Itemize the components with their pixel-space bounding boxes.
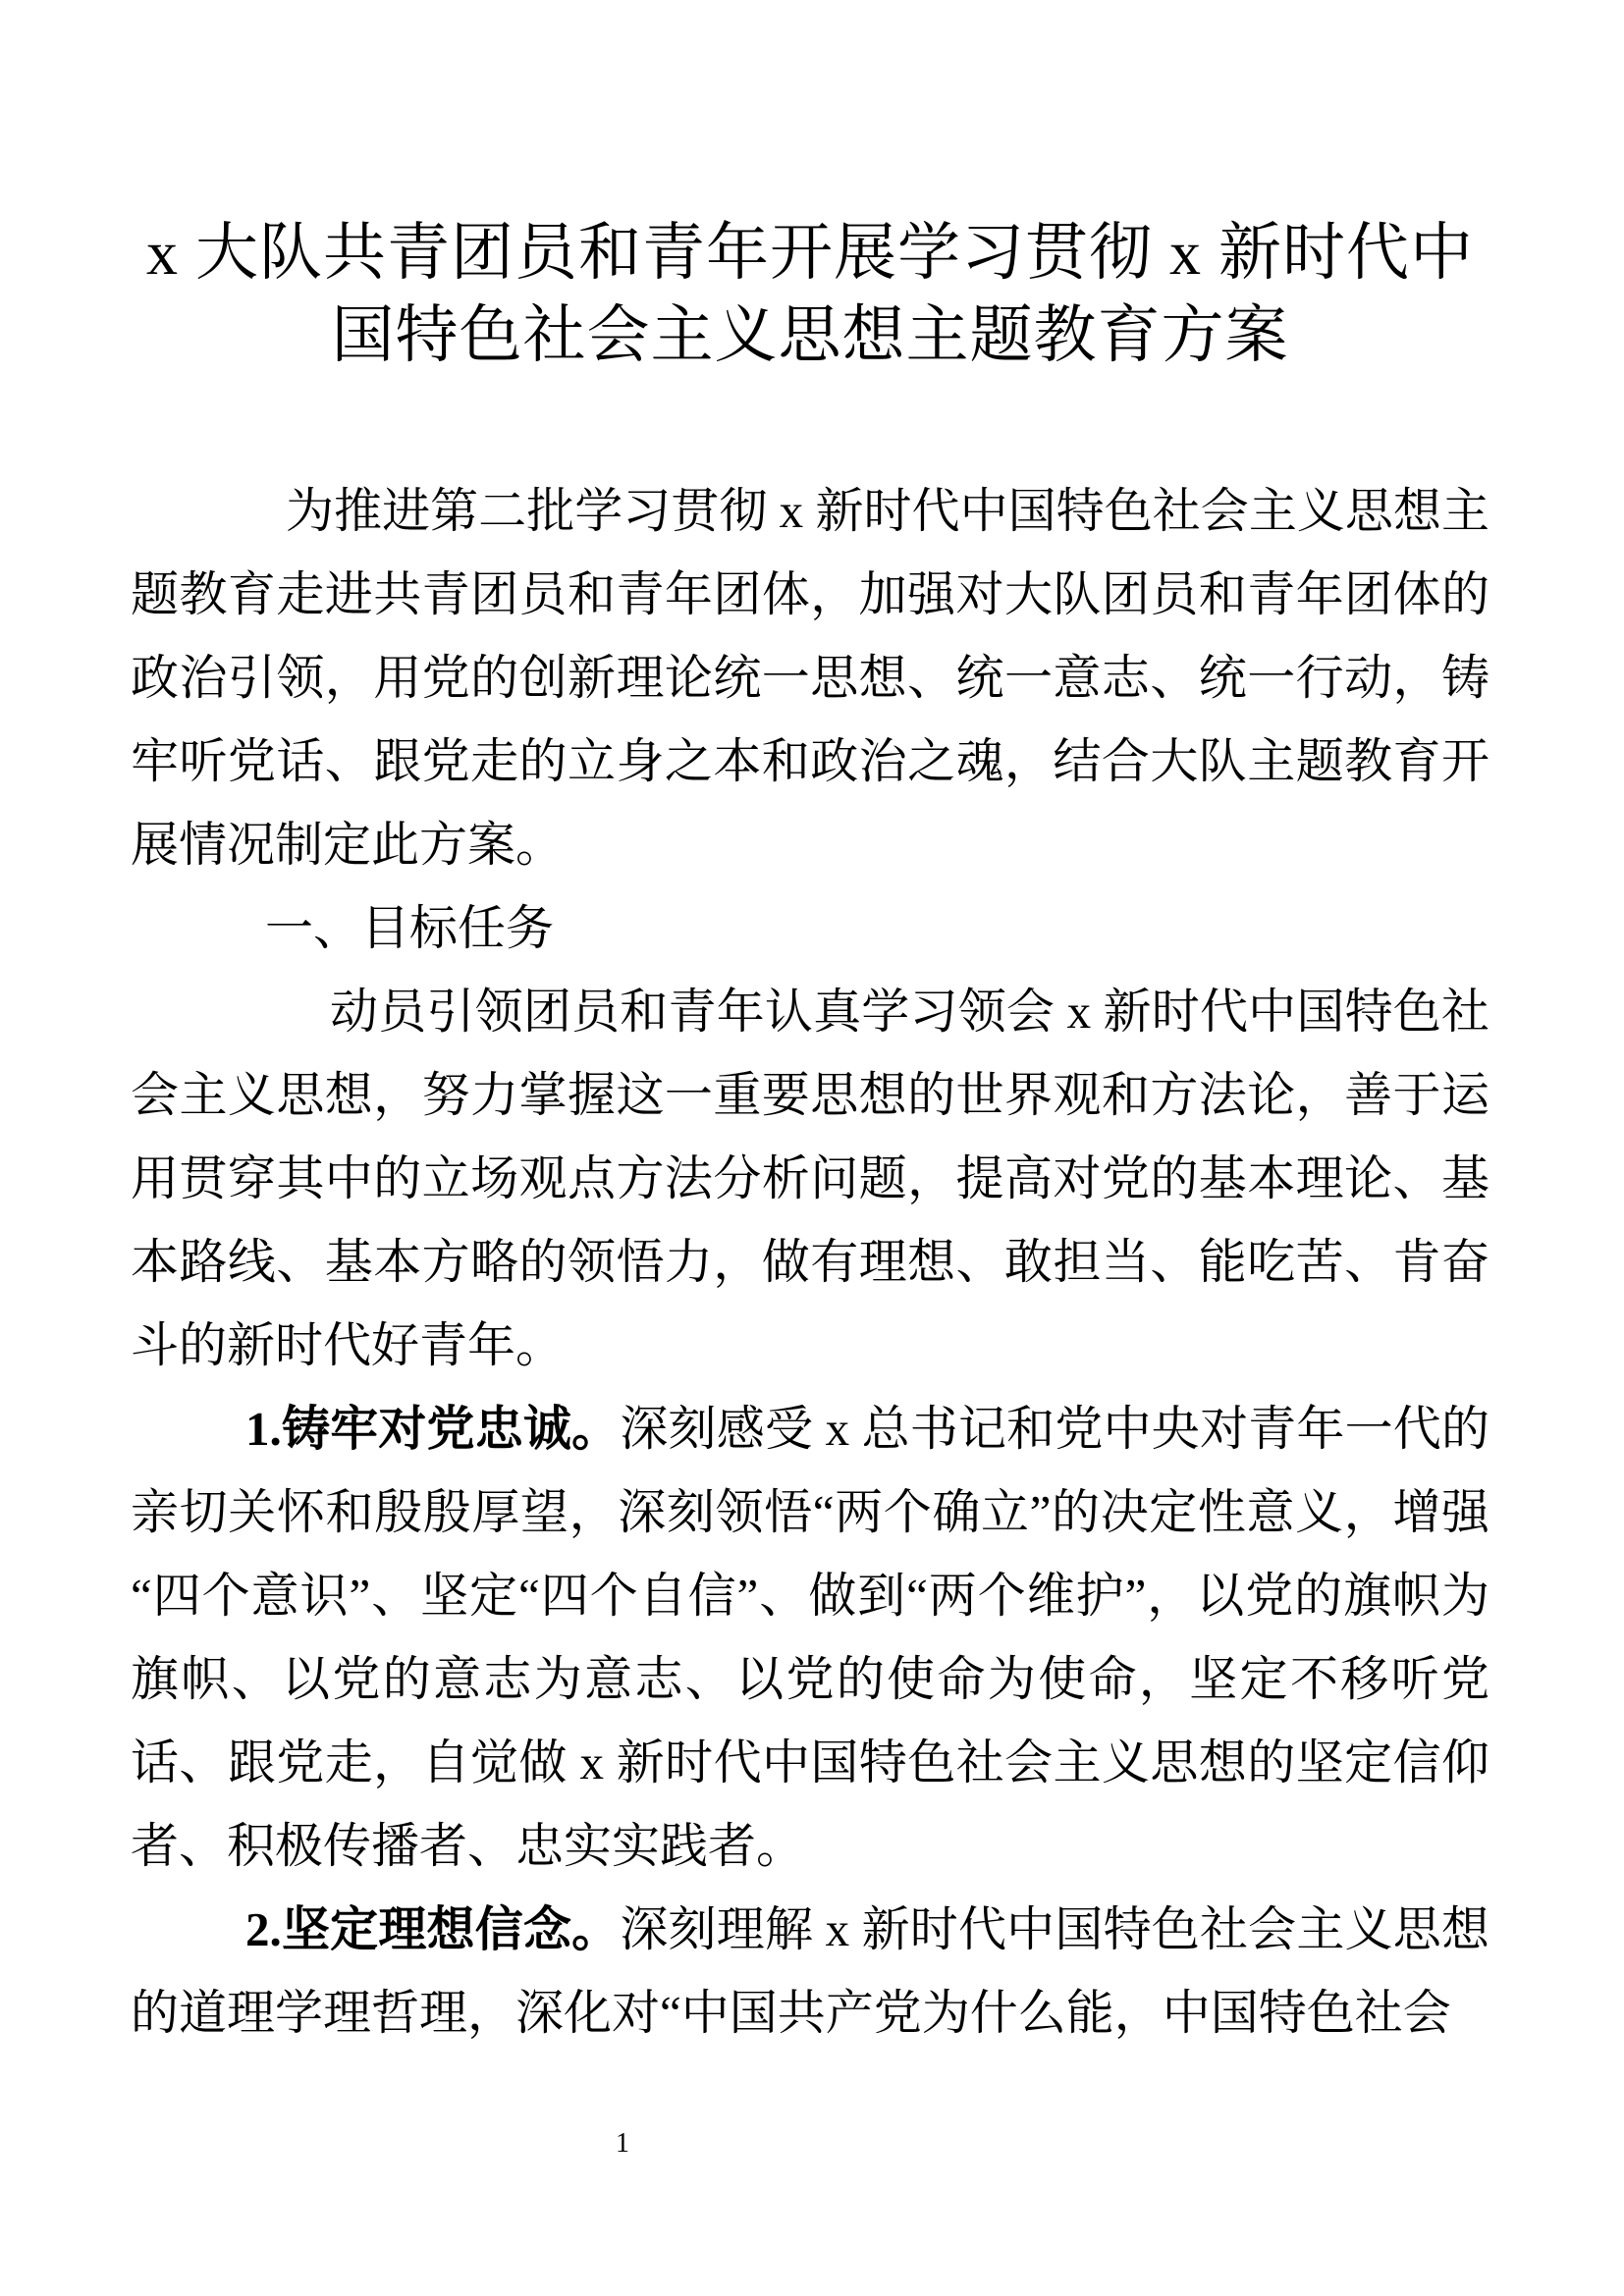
paragraph-text: 深刻感受 x 总书记和党中央对青年一代的亲切关怀和殷殷厚望，深刻领悟“两个确立”的决定性意义，增强“四个意识”、坚定“四个自信”、做到“两个维护”，以党的旗帜为旗帜、以党的意志为意志、以党的使命为使命，坚定不移听党话、跟党走，自觉做 x 新时代中国特色社会主义思想的坚定信仰者、积极传播者、忠实实践者。 — [131, 1402, 1489, 1873]
page-number: 1 — [616, 2128, 629, 2159]
paragraph — [131, 1888, 1489, 2055]
section-heading — [131, 886, 1489, 970]
document-body — [131, 469, 1489, 2055]
section-heading-text: 一、目标任务 — [265, 901, 555, 955]
paragraph-text: 为推进第二批学习贯彻 x 新时代中国特色社会主义思想主题教育走进共青团员和青年团体，加强对大队团员和青年团体的政治引领，用党的创新理论统一思想、统一意志、统一行动，铸牢听党话、跟党走的立身之本和政治之魂，结合大队主题教育开展情况制定此方案。 — [131, 484, 1489, 872]
paragraph — [131, 970, 1489, 1387]
paragraph-bold-lead: 2.坚定理想信念。 — [245, 1902, 621, 1956]
document-title-line-1: x 大队共青团员和青年开展学习贯彻 x 新时代中 — [146, 218, 1474, 288]
paragraph — [131, 469, 1489, 886]
paragraph-text: 深刻理解 x 新时代中国特色社会主义思想的道理学理哲理，深化对“中国共产党为什么能，中国特色社会 — [131, 1902, 1489, 2040]
document-title — [131, 212, 1489, 377]
paragraph-text: 动员引领团员和青年认真学习领会 x 新时代中国特色社会主义思想，努力掌握这一重要思想的世界观和方法论，善于运用贯穿其中的立场观点方法分析问题，提高对党的基本理论、基本路线、基本方略的领悟力，做有理想、敢担当、能吃苦、肯奋斗的新时代好青年。 — [131, 985, 1489, 1372]
paragraph — [131, 1387, 1489, 1888]
paragraph-bold-lead: 1.铸牢对党忠诚。 — [245, 1402, 621, 1456]
document-title-line-2: 国特色社会主义思想主题教育方案 — [331, 300, 1289, 370]
